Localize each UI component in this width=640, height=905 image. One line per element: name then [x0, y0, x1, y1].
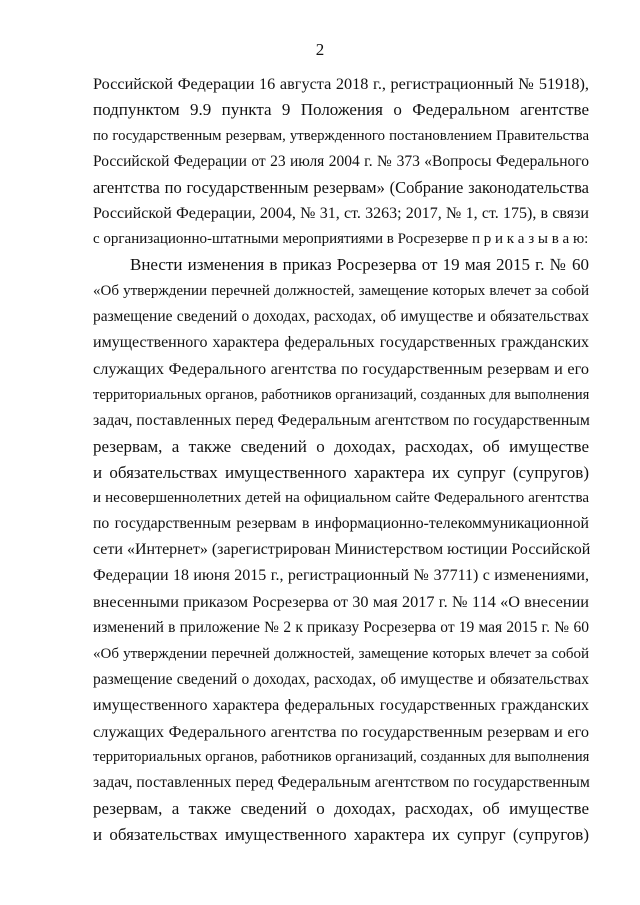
text-line: по государственным резервам, утвержденного постановлением Правительства: [93, 127, 589, 144]
text-line: служащих Федерального агентства по государственным резервам и его: [93, 722, 589, 741]
text-line: задач, поставленных перед Федеральным агентством по государственным: [93, 411, 590, 429]
text-line: резервам, а также сведений о доходах, расходах, об имуществе: [93, 436, 589, 456]
text-line: размещение сведений о доходах, расходах, об имуществе и обязательствах: [93, 308, 589, 326]
text-line: «Об утверждении перечней должностей, замещение которых влечет за собой: [93, 645, 589, 662]
text-line: резервам, а также сведений о доходах, расходах, об имуществе: [93, 799, 589, 819]
text-line: по государственным резервам в информационно-телекоммуникационной: [93, 515, 589, 533]
text-line: сети «Интернет» (зарегистрирован Министерством юстиции Российской: [93, 541, 591, 559]
text-line: с организационно-штатными мероприятиями в Росрезерве п р и к а з ы в а ю:: [93, 231, 589, 248]
text-line: Российской Федерации 16 августа 2018 г., регистрационный № 51918),: [93, 75, 589, 93]
page-number: 2: [315, 40, 325, 59]
text-line: агентства по государственным резервам» (Собрание законодательства: [93, 177, 589, 197]
text-line: задач, поставленных перед Федеральным агентством по государственным: [93, 774, 590, 792]
text-line: «Об утверждении перечней должностей, замещение которых влечет за собой: [93, 283, 589, 300]
text-line: Внести изменения в приказ Росрезерва от 19 мая 2015 г. № 60: [130, 255, 589, 275]
text-line: территориальных органов, работников организаций, созданных для выполнения: [93, 749, 590, 766]
text-line: и обязательствах имущественного характера их супруг (супругов): [93, 825, 589, 845]
text-line: изменений в приложение № 2 к приказу Росрезерва от 19 мая 2015 г. № 60: [93, 618, 589, 636]
text-line: и несовершеннолетних детей на официальном сайте Федерального агентства: [93, 490, 589, 507]
text-line: размещение сведений о доходах, расходах, об имуществе и обязательствах: [93, 670, 589, 688]
text-line: имущественного характера федеральных государственных гражданских: [93, 696, 589, 714]
text-line: территориальных органов, работников организаций, созданных для выполнения: [93, 386, 590, 403]
text-line: служащих Федерального агентства по государственным резервам и его: [93, 359, 589, 378]
text-line: имущественного характера федеральных государственных гражданских: [93, 334, 589, 351]
text-line: Российской Федерации, 2004, № 31, ст. 3263; 2017, № 1, ст. 175), в связи: [93, 204, 589, 222]
text-line: подпунктом 9.9 пункта 9 Положения о Федеральном агентстве: [93, 99, 589, 119]
text-line: Российской Федерации от 23 июля 2004 г. № 373 «Вопросы Федерального: [93, 152, 589, 170]
text-line: и обязательствах имущественного характера их супруг (супругов): [93, 462, 589, 482]
text-line: внесенными приказом Росрезерва от 30 мая 2017 г. № 114 «О внесении: [93, 593, 589, 611]
text-line: Федерации 18 июня 2015 г., регистрационный № 37711) с изменениями,: [93, 567, 589, 585]
